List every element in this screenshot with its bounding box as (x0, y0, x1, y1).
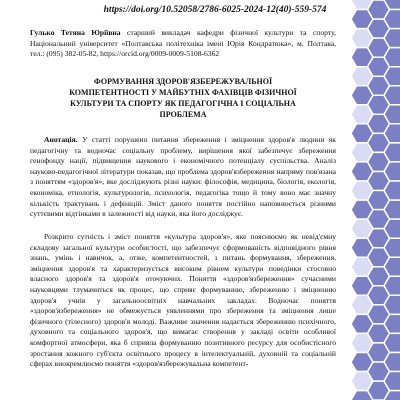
doi-link[interactable]: https://doi.org/10.52058/2786-6025-2024-12(40)-559-574 (103, 5, 327, 15)
article-title (30, 76, 336, 120)
body-text (30, 232, 336, 370)
hexagon-decoration (340, 0, 400, 400)
title-line: КОМПЕТЕНТНОСТІ У МАЙБУТНІХ ФАХІВЦІВ ФІЗИЧНОЇ (69, 88, 297, 97)
author-block (30, 28, 336, 60)
abstract (30, 135, 336, 220)
abstract-label: Анотація. (44, 135, 78, 144)
title-line: ФОРМУВАННЯ ЗДОРОВ'ЯЗБЕРЕЖУВАЛЬНОЇ (93, 77, 273, 86)
body-paragraph: Розкрито сутність і зміст поняття «культура здоров'я», яке пояснюємо як невід'ємну складову загальної культури особистості, що забезпечує сформованість відповідного рівня знань, умінь і навичок, а, отже, компетентностей, з питань формування, збереження, зміцнення здоров'я та характеризується високим рівнем культури поведінки стосовно власного здоров'я та здоров'я оточуючих. Поняття «здоров'язбереження» сучасними науковцями тлумачиться як процес, що сприяє формуванню, збереженню і зміцненню здоров'я учнів у загальноосвітніх навчальних закладах. Водночас поняття «здоров'язбереження» не обмежується уявленнями про збереження та зміцнення лише фізичного (тілесного) здоров'я молоді. Важливе значення надається збереженню психічного, духовного та соціального здоров'я, що вимагає створення у закладі освіти особливої комфортної атмосфери, яка б сприяла формуванню позитивного ресурсу для особистісного зростання кожного суб'єкта освітнього процесу в інтелектуальній, духовній та соціальній сферах виокремлюємо поняття «здоров'язбережувальна компетент- (30, 232, 336, 369)
author-name: Гулько Тетяна Юріївна (30, 28, 121, 37)
title-line: ПРОБЛЕМА (159, 110, 207, 119)
abstract-text: У статті порушено питання збереження і зміцнення здоров'я людини як педагогічну та водночас соціальну проблему, вирішення якої забезпечує збереження генофонду нації, підвищення наукового і економічного потенціалу суспільства. Аналіз науково-педагогічної літератури показав, що проблема здоров'язбереження напряму пов'язана з поняттям «здоров'я», яке досліджують різні науки: філософія, медицина, біологія, екологія, економіка, етнологія, культурологія, психологія, педагогіка тощо й тому воно має значну кількість трактувань і дефініцій. Зміст даного поняття постійно наповнюється різними суттєвими відтінками в залежності від науки, яка його досліджує. (30, 135, 336, 219)
title-line: КУЛЬТУРИ ТА СПОРТУ ЯК ПЕДАГОГІЧНА І СОЦІАЛЬНА (70, 99, 296, 108)
author-affiliation: старший викладач кафедри фізичної культури та спорту, Національний університет «Полтавська політехніка імені Юрія Кондратюка», м. Полтава, тел.: (095) 382-05-82, https://orcid.org/0009-0009-5108-6362 (30, 28, 336, 59)
